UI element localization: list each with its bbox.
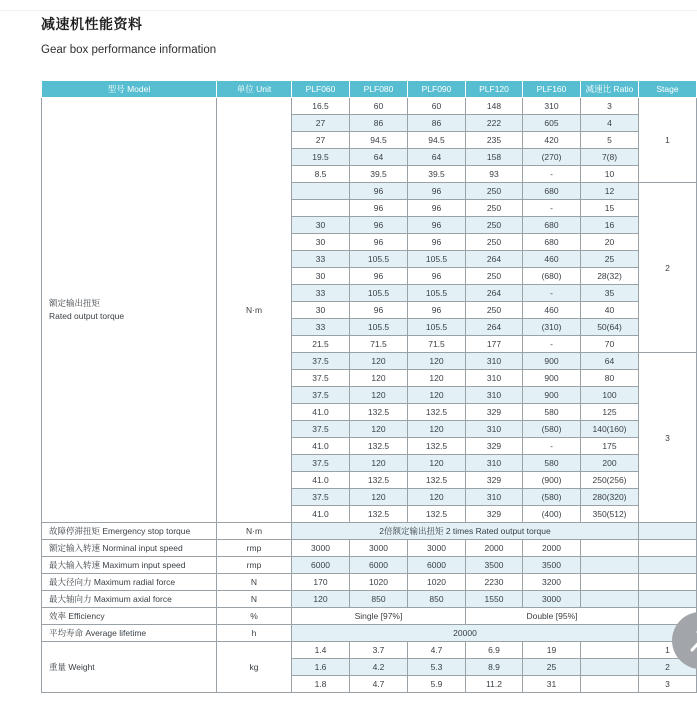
stage-cell: 3 [639,353,697,523]
torque-value-cell: - [523,200,581,217]
weight-value-cell: 11.2 [466,676,523,693]
spec-empty-cell [639,574,697,591]
torque-value-cell: 86 [350,115,408,132]
torque-value-cell: 680 [523,234,581,251]
weight-ratio-empty-cell [581,642,639,659]
ratio-cell: 200 [581,455,639,472]
torque-value-cell: 27 [292,115,350,132]
torque-value-cell: 900 [523,353,581,370]
torque-value-cell: 460 [523,302,581,319]
torque-value-cell: 37.5 [292,455,350,472]
torque-value-cell: - [523,336,581,353]
torque-value-cell: 105.5 [350,285,408,302]
torque-value-cell: (580) [523,421,581,438]
torque-value-cell: 132.5 [350,506,408,523]
spec-span-cell: Double [95%] [466,608,639,625]
ratio-cell: 80 [581,370,639,387]
ratio-cell: 5 [581,132,639,149]
torque-value-cell: 680 [523,183,581,200]
column-header: PLF080 [350,81,408,98]
ratio-cell: 25 [581,251,639,268]
torque-value-cell: 41.0 [292,472,350,489]
torque-value-cell: (680) [523,268,581,285]
torque-value-cell: 120 [408,489,466,506]
weight-value-cell: 6.9 [466,642,523,659]
torque-value-cell: 580 [523,455,581,472]
torque-value-cell: 605 [523,115,581,132]
ratio-cell: 50(64) [581,319,639,336]
torque-value-cell: 120 [408,455,466,472]
torque-value-cell: 30 [292,217,350,234]
torque-value-cell: 96 [350,302,408,319]
torque-value-cell: 250 [466,234,523,251]
ratio-cell: 28(32) [581,268,639,285]
torque-value-cell: 96 [408,268,466,285]
torque-value-cell: 680 [523,217,581,234]
spec-value-cell: 1020 [408,574,466,591]
spec-empty-cell [639,523,697,540]
torque-value-cell: 33 [292,319,350,336]
torque-value-cell: (400) [523,506,581,523]
spec-value-cell: 6000 [408,557,466,574]
torque-value-cell: 120 [350,421,408,438]
spec-value-cell: 1020 [350,574,408,591]
ratio-cell: 140(160) [581,421,639,438]
torque-value-cell: 329 [466,506,523,523]
torque-value-cell: 120 [408,387,466,404]
weight-value-cell: 8.9 [466,659,523,676]
torque-value-cell: 120 [350,489,408,506]
weight-value-cell: 4.2 [350,659,408,676]
torque-value-cell: 37.5 [292,421,350,438]
ratio-cell: 16 [581,217,639,234]
torque-value-cell: 39.5 [350,166,408,183]
stage-cell: 1 [639,98,697,183]
torque-value-cell: 27 [292,132,350,149]
weight-stage-cell: 2 [639,659,697,676]
torque-value-cell: 120 [408,421,466,438]
torque-value-cell: 8.5 [292,166,350,183]
torque-value-cell: 19.5 [292,149,350,166]
column-header: PLF160 [523,81,581,98]
torque-value-cell: 41.0 [292,506,350,523]
spec-value-cell: 3000 [523,591,581,608]
torque-value-cell: 30 [292,268,350,285]
ratio-cell: 64 [581,353,639,370]
spec-label-cell: 平均寿命 Average lifetime [42,625,217,642]
ratio-cell: 280(320) [581,489,639,506]
torque-value-cell: 132.5 [408,438,466,455]
torque-value-cell: 120 [408,370,466,387]
spec-value-cell: 3200 [523,574,581,591]
weight-value-cell: 4.7 [408,642,466,659]
page-subtitle: Gear box performance information [41,44,217,56]
torque-value-cell: (270) [523,149,581,166]
torque-value-cell: 120 [350,387,408,404]
torque-value-cell: 33 [292,285,350,302]
torque-value-cell: 329 [466,404,523,421]
spec-value-cell: 120 [292,591,350,608]
ratio-cell: 100 [581,387,639,404]
torque-value-cell: 900 [523,387,581,404]
table-row [42,557,697,574]
torque-value-cell: 96 [350,268,408,285]
torque-value-cell: 158 [466,149,523,166]
torque-value-cell: 132.5 [408,404,466,421]
spec-empty-cell [581,557,639,574]
torque-value-cell: 460 [523,251,581,268]
spec-value-cell: 2000 [466,540,523,557]
table-row [42,625,697,642]
spec-value-cell: 170 [292,574,350,591]
torque-value-cell: 96 [408,302,466,319]
torque-value-cell: - [523,166,581,183]
torque-value-cell: 86 [408,115,466,132]
torque-value-cell: 105.5 [408,319,466,336]
torque-value-cell: 96 [350,183,408,200]
torque-value-cell: 250 [466,183,523,200]
ratio-cell: 35 [581,285,639,302]
torque-value-cell [292,183,350,200]
torque-value-cell: 132.5 [408,472,466,489]
table-row [42,523,697,540]
spec-value-cell: 3500 [523,557,581,574]
ratio-cell: 250(256) [581,472,639,489]
ratio-cell: 20 [581,234,639,251]
spec-value-cell: 3000 [350,540,408,557]
spec-value-cell: 3500 [466,557,523,574]
spec-empty-cell [581,574,639,591]
torque-value-cell: 105.5 [350,319,408,336]
performance-table [41,80,697,693]
column-header: 单位 Unit [217,81,292,98]
torque-value-cell: 177 [466,336,523,353]
spec-label-cell: 最大径向力 Maximum radial force [42,574,217,591]
torque-value-cell: 60 [350,98,408,115]
torque-value-cell: 30 [292,234,350,251]
torque-value-cell: 310 [466,421,523,438]
page-top-divider [0,10,697,11]
spec-value-cell: 2230 [466,574,523,591]
torque-label-en: Rated output torque [49,311,125,321]
weight-ratio-empty-cell [581,676,639,693]
weight-value-cell: 1.6 [292,659,350,676]
torque-value-cell: 310 [466,370,523,387]
weight-stage-cell: 3 [639,676,697,693]
torque-value-cell [292,200,350,217]
column-header: PLF090 [408,81,466,98]
spec-empty-cell [639,557,697,574]
weight-label-cell: 重量 Weight [42,642,217,693]
spec-value-cell: 2000 [523,540,581,557]
torque-value-cell: 64 [350,149,408,166]
torque-value-cell: 37.5 [292,489,350,506]
torque-value-cell: - [523,285,581,302]
weight-value-cell: 4.7 [350,676,408,693]
column-header: PLF120 [466,81,523,98]
torque-value-cell: 310 [466,455,523,472]
weight-value-cell: 1.4 [292,642,350,659]
weight-value-cell: 25 [523,659,581,676]
torque-unit-cell: N·m [217,98,292,523]
spec-value-cell: 850 [350,591,408,608]
torque-value-cell: 96 [408,200,466,217]
torque-value-cell: 120 [408,353,466,370]
torque-value-cell: 132.5 [350,472,408,489]
table-row [42,608,697,625]
torque-value-cell: 105.5 [408,285,466,302]
torque-value-cell: 148 [466,98,523,115]
spec-unit-cell: h [217,625,292,642]
torque-value-cell: 30 [292,302,350,319]
torque-value-cell: - [523,438,581,455]
torque-value-cell: 21.5 [292,336,350,353]
spec-value-cell: 6000 [350,557,408,574]
torque-value-cell: 132.5 [350,438,408,455]
torque-value-cell: 16.5 [292,98,350,115]
torque-value-cell: 132.5 [350,404,408,421]
torque-value-cell: 222 [466,115,523,132]
ratio-cell: 12 [581,183,639,200]
torque-value-cell: 71.5 [350,336,408,353]
spec-unit-cell: rmp [217,557,292,574]
spec-value-cell: 3000 [292,540,350,557]
spec-empty-cell [639,591,697,608]
torque-value-cell: 41.0 [292,438,350,455]
torque-value-cell: 250 [466,268,523,285]
ratio-cell: 70 [581,336,639,353]
weight-ratio-empty-cell [581,659,639,676]
spec-value-cell: 850 [408,591,466,608]
torque-value-cell: 93 [466,166,523,183]
torque-value-cell: 96 [408,183,466,200]
torque-value-cell: 580 [523,404,581,421]
arrow-up-right-icon [684,624,697,658]
column-header: PLF060 [292,81,350,98]
spec-span-cell: Single [97%] [292,608,466,625]
torque-value-cell: 96 [350,217,408,234]
spec-empty-cell [581,540,639,557]
torque-value-cell: 310 [523,98,581,115]
torque-label-zh: 额定输出扭矩 [49,297,101,308]
table-row [42,98,697,115]
column-header: 减速比 Ratio [581,81,639,98]
torque-value-cell: 96 [408,234,466,251]
weight-unit-cell: kg [217,642,292,693]
weight-value-cell: 31 [523,676,581,693]
column-header: Stage [639,81,697,98]
weight-value-cell: 5.3 [408,659,466,676]
spec-span-cell: 20000 [292,625,639,642]
torque-value-cell: 41.0 [292,404,350,421]
torque-value-cell: 310 [466,387,523,404]
table-row [42,574,697,591]
torque-value-cell: 264 [466,251,523,268]
spec-unit-cell: % [217,608,292,625]
torque-value-cell: 37.5 [292,370,350,387]
torque-value-cell: 105.5 [408,251,466,268]
spec-unit-cell: N·m [217,523,292,540]
torque-value-cell: 96 [408,217,466,234]
weight-value-cell: 1.8 [292,676,350,693]
ratio-cell: 40 [581,302,639,319]
torque-value-cell: (310) [523,319,581,336]
torque-value-cell: 94.5 [408,132,466,149]
ratio-cell: 15 [581,200,639,217]
spec-label-cell: 最大输入转速 Maximum input speed [42,557,217,574]
stage-cell: 2 [639,183,697,353]
table-row [42,591,697,608]
spec-empty-cell [639,540,697,557]
ratio-cell: 125 [581,404,639,421]
torque-value-cell: 250 [466,217,523,234]
torque-value-cell: 310 [466,489,523,506]
weight-value-cell: 5.9 [408,676,466,693]
spec-value-cell: 3000 [408,540,466,557]
ratio-cell: 175 [581,438,639,455]
torque-value-cell: 329 [466,472,523,489]
torque-value-cell: 250 [466,302,523,319]
torque-value-cell: 94.5 [350,132,408,149]
spec-span-cell: 2倍额定输出扭矩 2 times Rated output torque [292,523,639,540]
spec-unit-cell: N [217,574,292,591]
table-row [42,642,697,659]
torque-value-cell: 120 [350,370,408,387]
torque-value-cell: 37.5 [292,353,350,370]
torque-value-cell: 250 [466,200,523,217]
ratio-cell: 10 [581,166,639,183]
page-title: 减速机性能资料 [41,16,143,32]
torque-value-cell: 264 [466,285,523,302]
torque-value-cell: 120 [350,455,408,472]
ratio-cell: 350(512) [581,506,639,523]
column-header: 型号 Model [42,81,217,98]
torque-value-cell: (900) [523,472,581,489]
weight-stage-cell: 1 [639,642,697,659]
torque-value-cell: 264 [466,319,523,336]
spec-label-cell: 额定输入转速 Norminal input speed [42,540,217,557]
spec-unit-cell: N [217,591,292,608]
torque-value-cell: 37.5 [292,387,350,404]
spec-value-cell: 1550 [466,591,523,608]
torque-value-cell: 420 [523,132,581,149]
torque-value-cell: 60 [408,98,466,115]
spec-label-cell: 故障停滞扭矩 Emergency stop torque [42,523,217,540]
torque-value-cell: 64 [408,149,466,166]
weight-value-cell: 19 [523,642,581,659]
ratio-cell: 4 [581,115,639,132]
spec-label-cell: 最大轴向力 Maximum axial force [42,591,217,608]
torque-value-cell: 310 [466,353,523,370]
spec-unit-cell: rmp [217,540,292,557]
torque-row-label [42,98,217,523]
spec-label-cell: 效率 Efficiency [42,608,217,625]
torque-value-cell: 105.5 [350,251,408,268]
ratio-cell: 3 [581,98,639,115]
spec-empty-cell [581,591,639,608]
weight-value-cell: 3.7 [350,642,408,659]
torque-value-cell: 900 [523,370,581,387]
torque-value-cell: (580) [523,489,581,506]
spec-value-cell: 6000 [292,557,350,574]
torque-value-cell: 96 [350,200,408,217]
torque-value-cell: 33 [292,251,350,268]
table-row [42,540,697,557]
torque-value-cell: 120 [350,353,408,370]
ratio-cell: 7(8) [581,149,639,166]
torque-value-cell: 39.5 [408,166,466,183]
torque-value-cell: 71.5 [408,336,466,353]
torque-value-cell: 235 [466,132,523,149]
table-header [42,81,697,98]
torque-value-cell: 329 [466,438,523,455]
torque-value-cell: 96 [350,234,408,251]
torque-value-cell: 132.5 [408,506,466,523]
